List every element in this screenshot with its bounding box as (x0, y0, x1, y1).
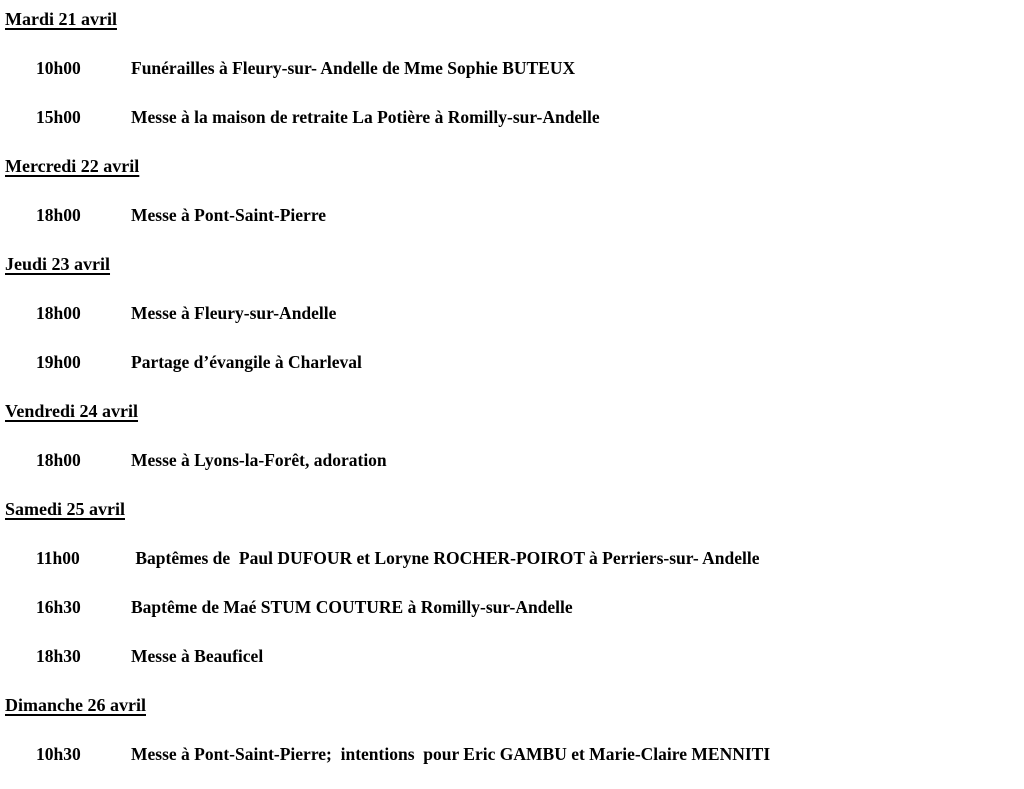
schedule-event-row (0, 449, 1024, 471)
event-description: Baptêmes de Paul DUFOUR et Loryne ROCHER-POIROT à Perriers-sur- Andelle (131, 548, 760, 568)
event-time: 15h00 (36, 107, 81, 127)
event-description: Messe à Beauficel (131, 646, 264, 666)
day-section-mercredi (0, 155, 1024, 226)
day-section-vendredi (0, 400, 1024, 471)
event-time: 16h30 (36, 597, 81, 617)
day-section-mardi (0, 8, 1024, 128)
day-section-dimanche (0, 694, 1024, 765)
schedule-event-row (0, 743, 1024, 765)
event-time: 18h00 (36, 450, 81, 470)
day-heading: Mercredi 22 avril (5, 156, 140, 176)
event-description: Messe à la maison de retraite La Potière à Romilly-sur-Andelle (131, 107, 600, 127)
day-heading: Dimanche 26 avril (5, 695, 146, 715)
schedule-event-row (0, 204, 1024, 226)
event-time: 10h00 (36, 58, 81, 78)
event-time: 19h00 (36, 352, 81, 372)
event-description: Messe à Fleury-sur-Andelle (131, 303, 337, 323)
day-section-samedi (0, 498, 1024, 667)
day-heading: Samedi 25 avril (5, 499, 125, 519)
schedule-event-row (0, 106, 1024, 128)
schedule-event-row (0, 596, 1024, 618)
event-time: 11h00 (36, 548, 80, 568)
schedule-event-row (0, 57, 1024, 79)
schedule-event-row (0, 547, 1024, 569)
day-section-jeudi (0, 253, 1024, 373)
event-description: Partage d’évangile à Charleval (131, 352, 362, 372)
event-description: Messe à Pont-Saint-Pierre; intentions pour Eric GAMBU et Marie-Claire MENNITI (131, 744, 771, 764)
event-time: 18h30 (36, 646, 81, 666)
event-time: 10h30 (36, 744, 81, 764)
schedule-event-row (0, 351, 1024, 373)
schedule-event-row (0, 302, 1024, 324)
day-heading: Vendredi 24 avril (5, 401, 139, 421)
schedule-event-row (0, 645, 1024, 667)
event-description: Baptême de Maé STUM COUTURE à Romilly-sur-Andelle (131, 597, 573, 617)
day-heading: Jeudi 23 avril (5, 254, 111, 274)
event-time: 18h00 (36, 205, 81, 225)
event-time: 18h00 (36, 303, 81, 323)
day-heading: Mardi 21 avril (5, 9, 117, 29)
event-description: Messe à Lyons-la-Forêt, adoration (131, 450, 387, 470)
event-description: Funérailles à Fleury-sur- Andelle de Mme Sophie BUTEUX (131, 58, 576, 78)
event-description: Messe à Pont-Saint-Pierre (131, 205, 327, 225)
